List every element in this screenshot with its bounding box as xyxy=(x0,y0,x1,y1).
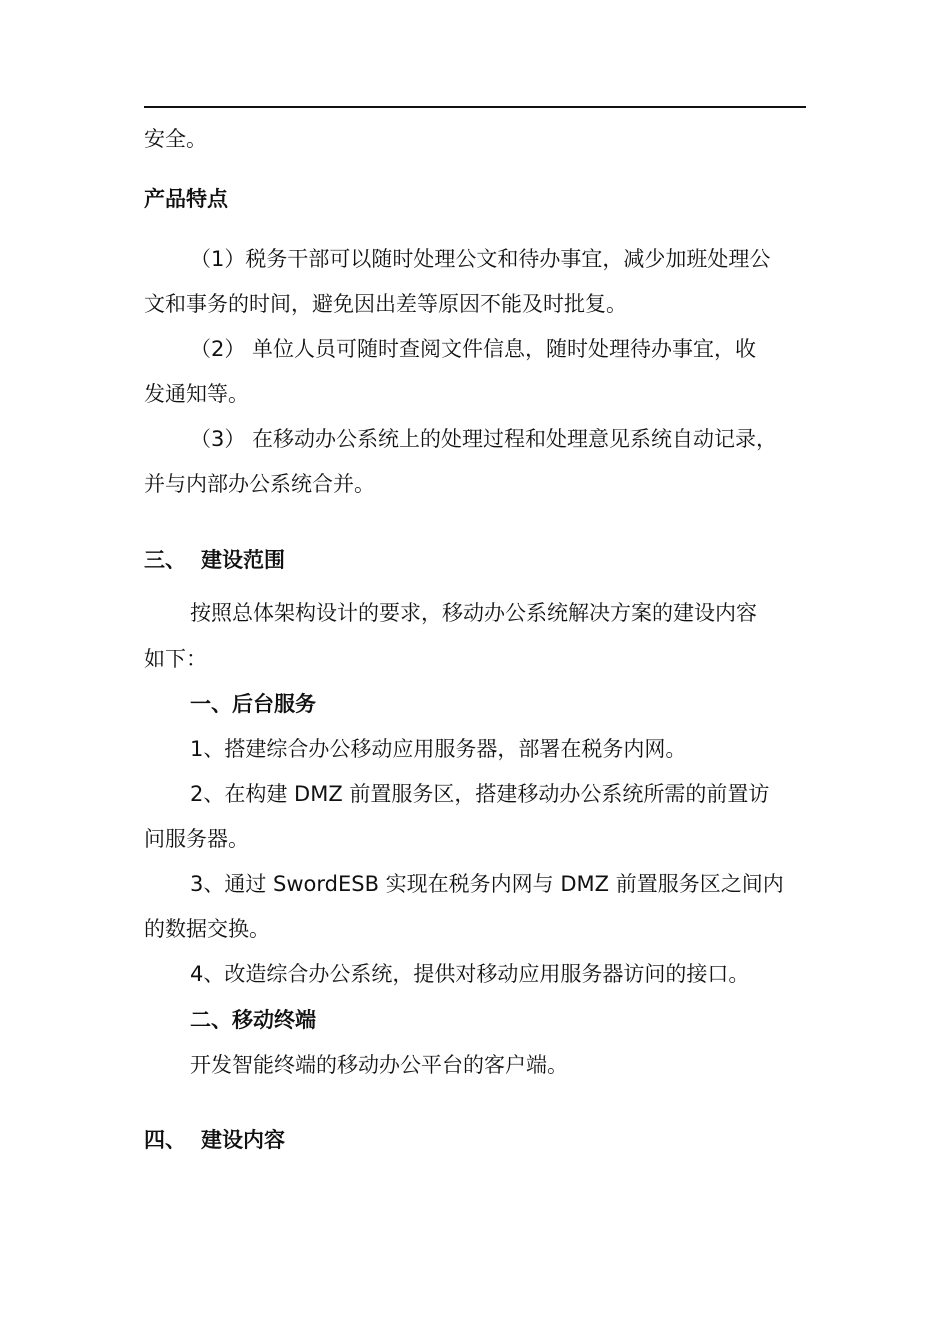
header-rule xyxy=(144,106,806,108)
paragraph-line: 开发智能终端的移动办公平台的客户端。 xyxy=(190,1053,568,1077)
paragraph-line: （2） 单位人员可随时查阅文件信息，随时处理待办事宜，收 xyxy=(190,337,757,361)
paragraph-line: 文和事务的时间，避免因出差等原因不能及时批复。 xyxy=(144,292,627,316)
list-item: 4、改造综合办公系统，提供对移动应用服务器访问的接口。 xyxy=(190,962,750,986)
list-item: 1、搭建综合办公移动应用服务器，部署在税务内网。 xyxy=(190,737,687,761)
list-item: 3、通过 SwordESB 实现在税务内网与 DMZ 前置服务区之间内 xyxy=(190,872,784,896)
paragraph-line: 问服务器。 xyxy=(144,827,249,851)
chapter-number-3: 三、 xyxy=(144,548,186,572)
section-heading-features: 产品特点 xyxy=(144,187,228,211)
subsection-heading-terminal: 二、移动终端 xyxy=(190,1008,316,1032)
list-item: 2、在构建 DMZ 前置服务区，搭建移动办公系统所需的前置访 xyxy=(190,782,770,806)
paragraph-line: 发通知等。 xyxy=(144,382,249,406)
chapter-title-content: 建设内容 xyxy=(201,1128,285,1152)
paragraph-line: 按照总体架构设计的要求，移动办公系统解决方案的建设内容 xyxy=(190,601,757,625)
subsection-heading-backend: 一、后台服务 xyxy=(190,692,316,716)
paragraph-line: （3） 在移动办公系统上的处理过程和处理意见系统自动记录， xyxy=(190,427,778,451)
chapter-number-4: 四、 xyxy=(144,1128,186,1152)
chapter-title-scope: 建设范围 xyxy=(201,548,285,572)
paragraph-line: 的数据交换。 xyxy=(144,917,270,941)
paragraph-line: （1）税务干部可以随时处理公文和待办事宜，减少加班处理公 xyxy=(190,247,771,271)
paragraph-line: 如下： xyxy=(144,647,207,671)
paragraph-line: 安全。 xyxy=(144,127,207,151)
paragraph-line: 并与内部办公系统合并。 xyxy=(144,472,375,496)
